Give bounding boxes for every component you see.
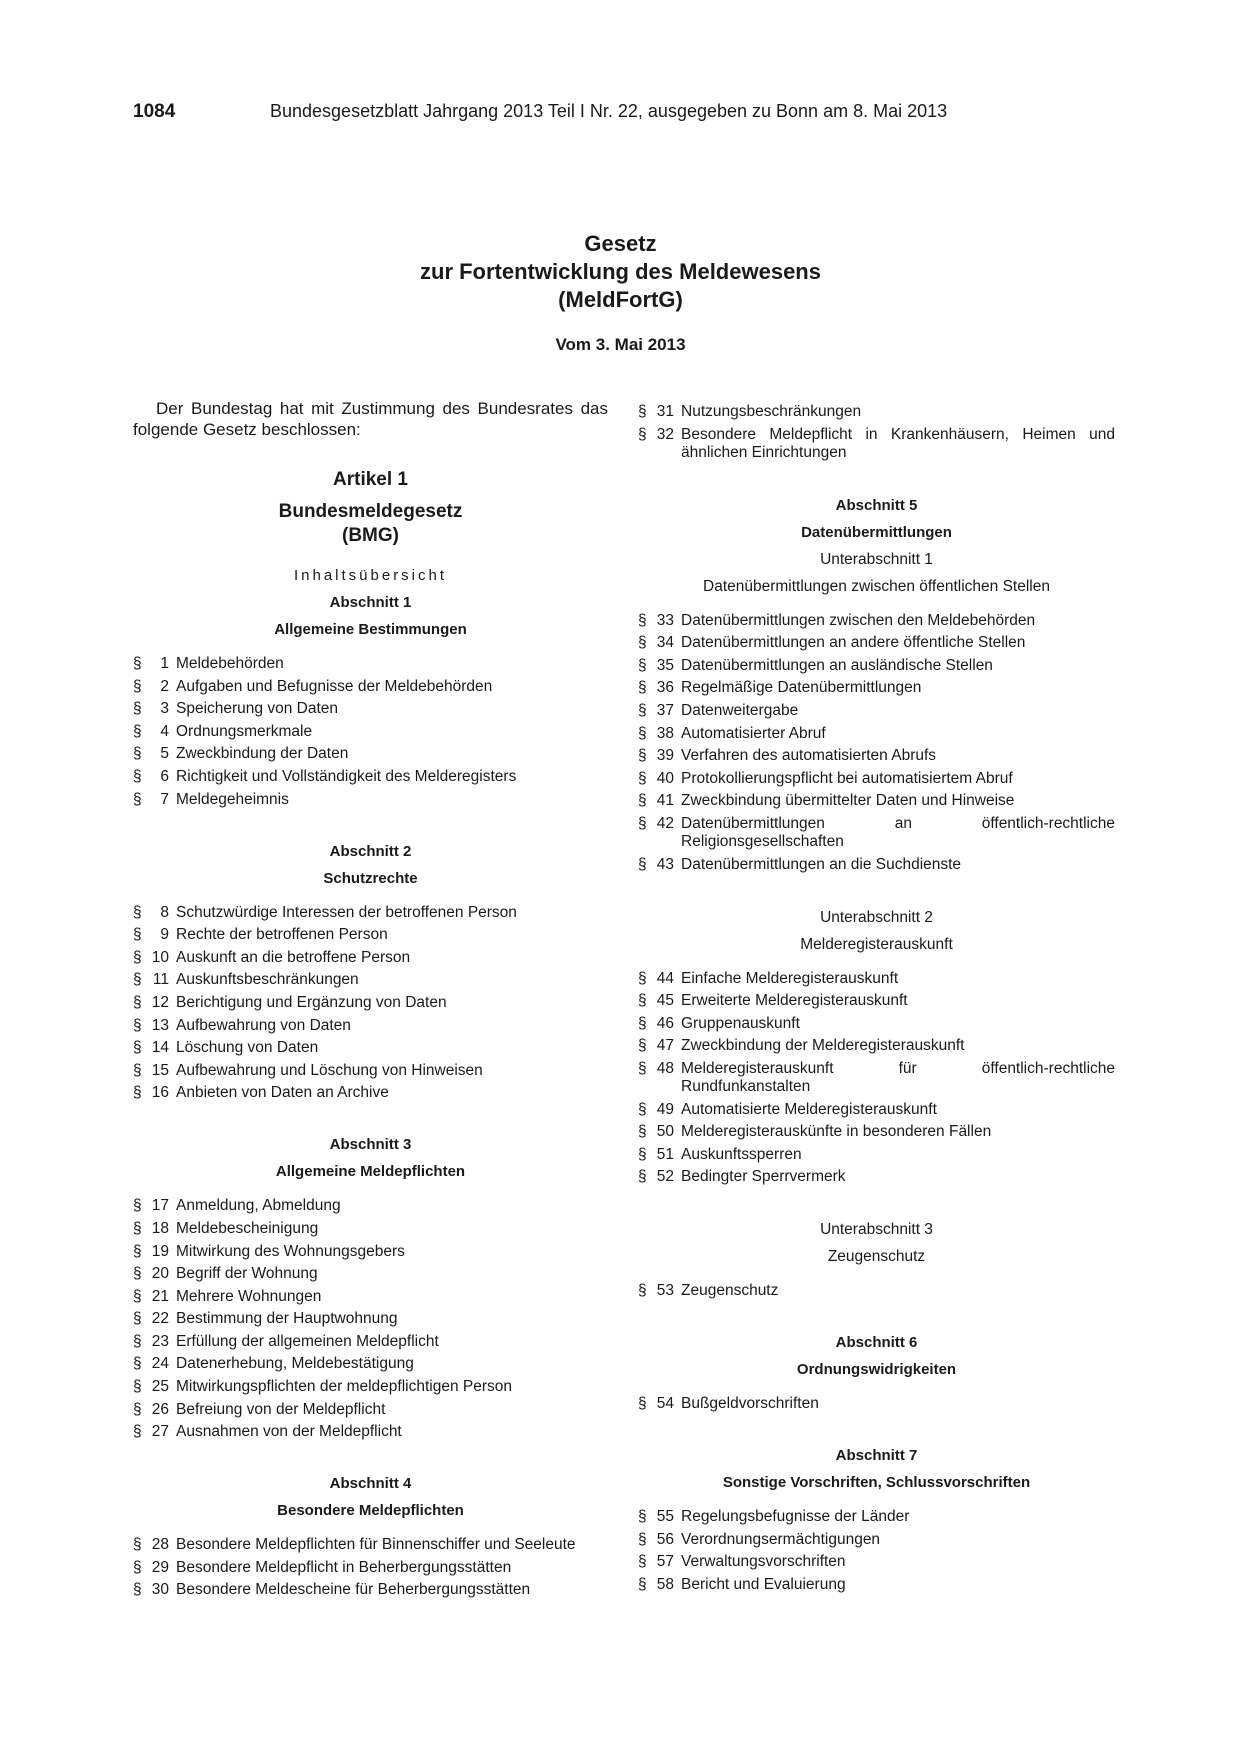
paragraph-symbol: § [638,1530,647,1548]
paragraph-symbol: § [133,903,142,921]
paragraph-symbol: § [133,926,142,944]
paragraph-number: 31 [656,403,674,420]
paragraph-number: 54 [656,1395,674,1413]
section-title: Besondere Meldepflichten [277,1502,464,1520]
section-head: Abschnitt 1 [329,594,412,611]
section-title: Sonstige Vorschriften, Schlussvorschriften [722,1474,1031,1492]
paragraph-symbol: § [133,1016,142,1034]
paragraph-symbol: § [638,747,647,765]
paragraph-symbol: § [638,1123,647,1141]
toc-entry [638,747,1115,765]
paragraph-symbol: § [638,724,647,742]
toc-entry [133,655,608,673]
toc-entry [638,1101,1115,1119]
paragraph-symbol: § [133,1558,142,1576]
paragraph-number: 23 [151,1332,169,1350]
paragraph-symbol: § [133,1310,142,1328]
paragraph-symbol: § [133,948,142,966]
paragraph-symbol: § [638,969,647,987]
paragraph-title: Meldebehörden [176,655,284,672]
paragraph-title: Bußgeldvorschriften [681,1395,819,1413]
paragraph-number: 43 [656,855,674,873]
toc-list [638,403,1115,462]
paragraph-number: 24 [151,1355,169,1373]
toc-entry [638,1060,1115,1096]
paragraph-title: Verwaltungsvorschriften [681,1553,846,1571]
paragraph-symbol: § [638,769,647,787]
paragraph-title: Meldebescheinigung [176,1219,319,1237]
law-name-line-1: Bundesmeldegesetz [278,501,463,522]
paragraph-number: 6 [160,767,169,785]
toc-entry [133,1423,608,1441]
toc-list [638,612,1115,874]
paragraph-number: 58 [656,1576,674,1594]
toc-entry [638,657,1115,675]
paragraph-title: Erweiterte Melderegisterauskunft [681,992,908,1010]
paragraph-symbol: § [133,1061,142,1079]
paragraph-symbol: § [638,855,647,873]
paragraph-number: 44 [656,969,674,987]
paragraph-symbol: § [638,1395,647,1413]
toc-entry [133,1084,608,1102]
law-name [133,500,608,548]
toc-entry [638,1015,1115,1033]
paragraph-symbol: § [133,1219,142,1237]
toc-entry [133,904,608,922]
paragraph-title: Datenübermittlungen an andere öffentliche Stellen [681,634,1026,652]
date-line: Vom 3. Mai 2013 [555,335,686,354]
subsection-head: Unterabschnitt 1 [820,550,933,568]
paragraph-title: Auskunftssperren [681,1145,802,1163]
toc-entry [133,994,608,1012]
section-title: Datenübermittlungen [801,523,952,541]
toc-entry [133,1062,608,1080]
toc-label: Inhaltsübersicht [293,567,448,584]
paragraph-title: Anbieten von Daten an Archive [176,1084,389,1102]
paragraph-title: Datenübermittlungen an ausländische Stellen [681,656,993,674]
paragraph-number: 8 [160,903,169,921]
paragraph-symbol: § [133,1378,142,1396]
toc-entry [133,723,608,741]
title-line-1: Gesetz [584,231,657,256]
toc-entry [133,768,608,786]
paragraph-number: 28 [151,1536,169,1554]
paragraph-title: Befreiung von der Meldepflicht [176,1400,386,1418]
paragraph-symbol: § [638,814,647,832]
paragraph-number: 7 [160,790,169,808]
toc-entry [133,1581,608,1599]
paragraph-symbol: § [133,1332,142,1350]
paragraph-symbol: § [133,1400,142,1418]
paragraph-title: Rechte der betroffenen Person [176,926,388,944]
toc-entry [638,1508,1115,1526]
toc-entry [638,1282,1115,1300]
paragraph-title: Bedingter Sperrvermerk [681,1168,846,1186]
paragraph-number: 2 [160,677,169,695]
section-head: Abschnitt 6 [835,1334,918,1352]
paragraph-symbol: § [133,971,142,989]
paragraph-number: 11 [152,971,169,989]
toc-entry [133,971,608,989]
paragraph-title: Melderegisterauskünfte in besonderen Fällen [681,1123,992,1141]
paragraph-number: 35 [656,656,674,674]
paragraph-title: Datenerhebung, Meldebestätigung [176,1355,414,1373]
paragraph-number: 19 [151,1242,169,1260]
paragraph-symbol: § [133,1197,142,1215]
paragraph-title: Mitwirkung des Wohnungsgebers [176,1242,405,1260]
paragraph-symbol: § [638,425,647,443]
paragraph-number: 18 [151,1219,169,1237]
paragraph-number: 39 [656,747,674,765]
paragraph-number: 37 [656,701,674,719]
running-head: Bundesgesetzblatt Jahrgang 2013 Teil I Nr. 22, ausgegeben zu Bonn am 8. Mai 2013 [270,101,948,121]
paragraph-title: Automatisierter Abruf [681,724,826,742]
paragraph-number: 15 [151,1061,169,1079]
paragraph-number: 52 [656,1168,674,1186]
paragraph-number: 33 [656,611,674,629]
toc-entry [638,992,1115,1010]
toc-entry [638,679,1115,697]
paragraph-title: Nutzungsbeschränkungen [681,403,862,420]
paragraph-number: 21 [151,1287,169,1305]
paragraph-number: 48 [656,1059,674,1077]
paragraph-title: Erfüllung der allgemeinen Meldepflicht [176,1332,439,1350]
toc-entry [638,1168,1115,1186]
paragraph-symbol: § [638,792,647,810]
toc-list [638,1395,1115,1413]
toc-entry [638,1395,1115,1413]
paragraph-title: Speicherung von Daten [176,700,339,718]
toc-entry [133,926,608,944]
paragraph-title: Datenübermittlungen an die Suchdienste [681,855,962,873]
section-head: Abschnitt 4 [329,1475,412,1493]
toc-entry [133,700,608,718]
paragraph-number: 22 [151,1310,169,1328]
subsection-title: Melderegisterauskunft [800,935,953,953]
paragraph-symbol: § [638,1037,647,1055]
paragraph-title: Besondere Meldescheine für Beherbergungsstätten [176,1581,531,1599]
toc-entry [638,792,1115,810]
paragraph-title: Mehrere Wohnungen [176,1287,322,1305]
paragraph-title: Berichtigung und Ergänzung von Daten [176,993,447,1011]
paragraph-number: 20 [151,1265,169,1283]
toc-list [638,1282,1115,1300]
subsection-title: Zeugenschutz [827,1248,926,1266]
paragraph-number: 32 [656,425,674,443]
toc-entry [638,815,1115,851]
subsection-head: Unterabschnitt 2 [820,908,933,926]
paragraph-symbol: § [638,1576,647,1594]
right-column [638,403,1115,1599]
toc-entry [133,1288,608,1306]
toc-list [638,970,1115,1187]
section-head: Abschnitt 3 [329,1136,412,1154]
paragraph-title: Besondere Meldepflichten für Binnenschiffer und Seeleute [176,1536,576,1554]
law-name-line-2: (BMG) [342,525,399,546]
paragraph-title: Löschung von Daten [176,1039,319,1057]
toc-entry [133,1243,608,1261]
paragraph-symbol: § [638,679,647,697]
paragraph-title: Aufbewahrung von Daten [176,1016,351,1034]
subsection-head: Unterabschnitt 3 [820,1221,933,1239]
toc-entry [638,403,1115,421]
page-number: 1084 [133,101,176,122]
section-head: Abschnitt 5 [835,496,918,514]
paragraph-symbol: § [133,790,142,808]
law-title-block [0,230,1241,314]
paragraph-title: Zeugenschutz [681,1282,779,1300]
subsection-title: Datenübermittlungen zwischen öffentlichen Stellen [703,577,1050,595]
section-5 [638,496,1115,1301]
paragraph-title: Ausnahmen von der Meldepflicht [176,1423,402,1441]
paragraph-title: Automatisierte Melderegisterauskunft [681,1100,937,1118]
left-column [133,398,608,1604]
toc-list [133,1197,608,1441]
paragraph-title: Ordnungsmerkmale [176,722,313,740]
paragraph-symbol: § [133,1084,142,1102]
paragraph-number: 1 [160,655,169,672]
paragraph-number: 29 [151,1558,169,1576]
toc-entry [638,1531,1115,1549]
paragraph-symbol: § [133,767,142,785]
toc-entry [133,745,608,763]
toc-entry [638,725,1115,743]
paragraph-title: Datenübermittlungen zwischen den Meldebehörden [681,611,1036,629]
toc-entry [638,770,1115,788]
paragraph-title: Datenübermittlungen an öffentlich-rechtliche Religionsgesellschaften [681,814,1115,850]
paragraph-number: 3 [160,700,169,718]
paragraph-symbol: § [133,993,142,1011]
toc-entry [638,856,1115,874]
section-head: Abschnitt 2 [329,842,412,860]
paragraph-number: 13 [151,1016,169,1034]
paragraph-number: 56 [656,1530,674,1548]
paragraph-symbol: § [638,1014,647,1032]
paragraph-number: 10 [151,948,169,966]
toc-entry [133,1378,608,1396]
paragraph-number: 42 [656,814,674,832]
paragraph-symbol: § [638,1145,647,1163]
title-line-2: zur Fortentwicklung des Meldewesens [420,259,821,284]
paragraph-symbol: § [638,1100,647,1118]
paragraph-symbol: § [638,1059,647,1077]
article-label: Artikel 1 [333,469,408,490]
paragraph-symbol: § [133,745,142,763]
section-7 [638,1446,1115,1594]
paragraph-number: 36 [656,679,674,697]
paragraph-number: 16 [151,1084,169,1102]
paragraph-title: Besondere Meldepflicht in Krankenhäusern, Heimen und ähnlichen Einrichtungen [681,425,1115,461]
toc-list [133,1536,608,1599]
paragraph-title: Aufgaben und Befugnisse der Meldebehörden [176,677,493,695]
paragraph-title: Verordnungsermächtigungen [681,1530,881,1548]
paragraph-number: 14 [151,1039,169,1057]
paragraph-title: Regelungsbefugnisse der Länder [681,1508,910,1526]
paragraph-title: Zweckbindung der Melderegisterauskunft [681,1037,965,1055]
toc-entry [638,1576,1115,1594]
paragraph-number: 51 [656,1145,674,1163]
paragraph-title: Protokollierungspflicht bei automatisiertem Abruf [681,769,1013,787]
paragraph-title: Mitwirkungspflichten der meldepflichtigen Person [176,1378,512,1396]
toc-entry [133,791,608,809]
section-6 [638,1333,1115,1413]
paragraph-symbol: § [133,655,142,672]
paragraph-number: 57 [656,1553,674,1571]
toc-entry [133,1333,608,1351]
toc-list [638,1508,1115,1594]
paragraph-number: 47 [656,1037,674,1055]
toc-entry [638,1146,1115,1164]
toc-entry [638,1553,1115,1571]
toc-list [133,904,608,1103]
paragraph-title: Datenweitergabe [681,701,799,719]
toc-entry [133,678,608,696]
toc-entry [133,1355,608,1373]
section-title: Allgemeine Meldepflichten [275,1163,466,1181]
paragraph-symbol: § [133,1355,142,1373]
section-4 [133,1474,608,1599]
paragraph-symbol: § [638,656,647,674]
toc-entry [133,1265,608,1283]
paragraph-symbol: § [133,1242,142,1260]
paragraph-title: Auskunft an die betroffene Person [176,948,411,966]
paragraph-symbol: § [133,1423,142,1441]
section-title: Allgemeine Bestimmungen [274,621,467,638]
toc-entry [638,612,1115,630]
paragraph-number: 5 [160,745,169,763]
paragraph-symbol: § [133,700,142,718]
paragraph-title: Einfache Melderegisterauskunft [681,969,899,987]
paragraph-title: Bericht und Evaluierung [681,1576,846,1594]
paragraph-number: 50 [656,1123,674,1141]
paragraph-title: Gruppenauskunft [681,1014,800,1032]
paragraph-number: 25 [151,1378,169,1396]
paragraph-symbol: § [133,1581,142,1599]
paragraph-number: 12 [151,993,169,1011]
toc-entry [638,426,1115,462]
paragraph-number: 55 [656,1508,674,1526]
toc-entry [638,970,1115,988]
paragraph-symbol: § [638,992,647,1010]
paragraph-symbol: § [133,1039,142,1057]
toc-entry [638,702,1115,720]
section-head: Abschnitt 7 [835,1447,918,1465]
intro-paragraph: Der Bundestag hat mit Zustimmung des Bundesrates das folgende Gesetz beschlossen: [133,399,608,439]
paragraph-number: 27 [151,1423,169,1441]
paragraph-number: 53 [656,1282,674,1300]
paragraph-symbol: § [133,722,142,740]
paragraph-number: 34 [656,634,674,652]
toc-entry [133,1401,608,1419]
paragraph-number: 41 [656,792,674,810]
paragraph-number: 38 [656,724,674,742]
paragraph-title: Verfahren des automatisierten Abrufs [681,747,937,765]
paragraph-symbol: § [638,1508,647,1526]
paragraph-number: 4 [160,722,169,740]
paragraph-title: Meldegeheimnis [176,790,289,808]
paragraph-symbol: § [133,677,142,695]
paragraph-symbol: § [638,1168,647,1186]
toc-list [133,655,608,809]
toc-entry [133,1559,608,1577]
page-header [133,101,1108,127]
paragraph-symbol: § [638,701,647,719]
toc-entry [133,1017,608,1035]
paragraph-symbol: § [133,1536,142,1554]
paragraph-title: Auskunftsbeschränkungen [176,971,359,989]
paragraph-title: Bestimmung der Hauptwohnung [176,1310,398,1328]
section-title: Ordnungswidrigkeiten [796,1361,957,1379]
paragraph-number: 46 [656,1014,674,1032]
paragraph-number: 40 [656,769,674,787]
paragraph-symbol: § [638,634,647,652]
toc-entry [638,1037,1115,1055]
paragraph-number: 26 [151,1400,169,1418]
paragraph-title: Schutzwürdige Interessen der betroffenen Person [176,903,517,921]
paragraph-symbol: § [638,403,647,420]
toc-entry [133,1039,608,1057]
toc-entry [133,1536,608,1554]
toc-entry [133,1197,608,1215]
section-3 [133,1135,608,1441]
toc-entry [133,1220,608,1238]
title-line-3: (MeldFortG) [558,287,683,312]
paragraph-number: 45 [656,992,674,1010]
paragraph-number: 9 [160,926,169,944]
paragraph-number: 30 [151,1581,169,1599]
section-title: Schutzrechte [323,869,418,887]
toc-entry [638,1123,1115,1141]
paragraph-title: Melderegisterauskunft für öffentlich-rechtliche Rundfunkanstalten [681,1059,1115,1095]
paragraph-symbol: § [638,1282,647,1300]
paragraph-title: Besondere Meldepflicht in Beherbergungsstätten [176,1558,512,1576]
paragraph-title: Aufbewahrung und Löschung von Hinweisen [176,1061,483,1079]
paragraph-symbol: § [133,1265,142,1283]
paragraph-symbol: § [638,1553,647,1571]
section-1 [133,593,608,809]
paragraph-symbol: § [133,1287,142,1305]
paragraph-title: Regelmäßige Datenübermittlungen [681,679,922,697]
toc-entry [638,634,1115,652]
paragraph-number: 49 [656,1100,674,1118]
paragraph-title: Richtigkeit und Vollständigkeit des Melderegisters [176,767,517,785]
paragraph-title: Zweckbindung übermittelter Daten und Hinweise [681,792,1015,810]
paragraph-title: Zweckbindung der Daten [176,745,349,763]
paragraph-title: Begriff der Wohnung [176,1265,318,1283]
paragraph-title: Anmeldung, Abmeldung [176,1197,341,1215]
toc-entry [133,949,608,967]
paragraph-symbol: § [638,611,647,629]
section-2 [133,842,608,1103]
paragraph-number: 17 [151,1197,169,1215]
toc-entry [133,1310,608,1328]
